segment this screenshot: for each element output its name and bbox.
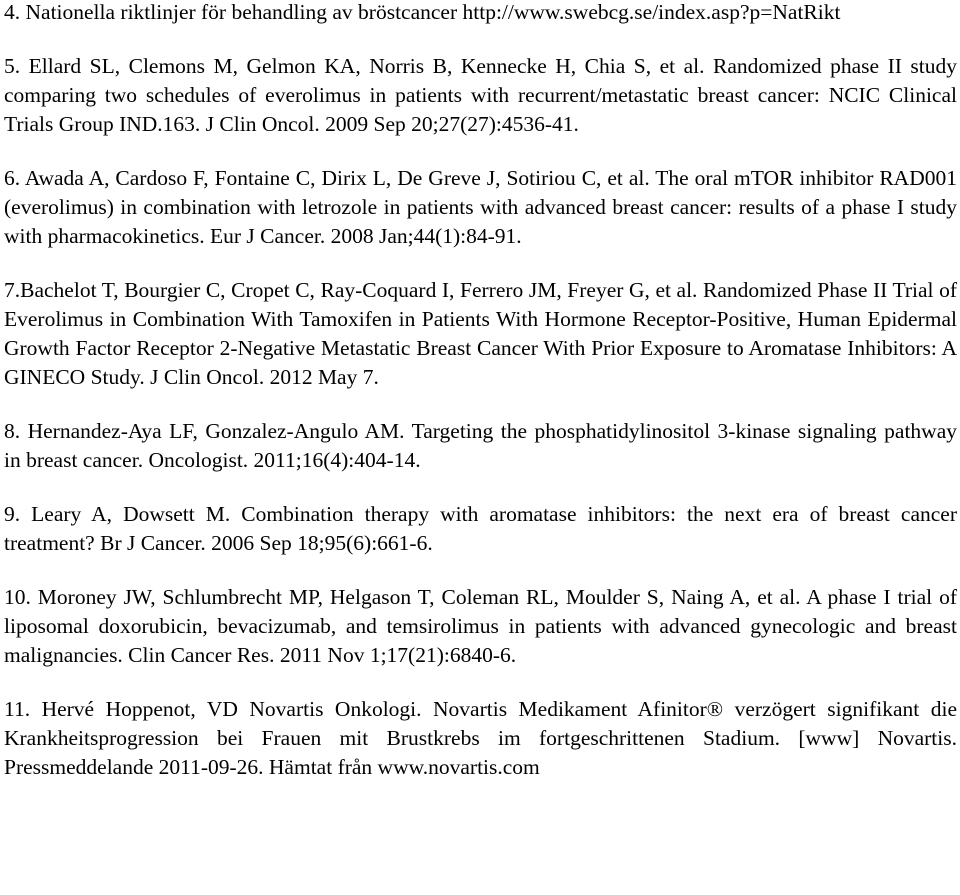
reference-item-6: 6. Awada A, Cardoso F, Fontaine C, Dirix L, De Greve J, Sotiriou C, et al. The oral mTOR inhibitor RAD001 (everolimus) in combination with letrozole in patients with advanced breast cancer: results of a phase I study with pharmacokinetics. Eur J Cancer. 2008 Jan;44(1):84-91. bbox=[4, 166, 957, 248]
reference-item-10: 10. Moroney JW, Schlumbrecht MP, Helgason T, Coleman RL, Moulder S, Naing A, et al. A phase I trial of liposomal doxorubicin, bevacizumab, and temsirolimus in patients with advanced gynecologic and breast malignancies. Clin Cancer Res. 2011 Nov 1;17(21):6840-6. bbox=[4, 585, 957, 667]
reference-item-9: 9. Leary A, Dowsett M. Combination therapy with aromatase inhibitors: the next era of breast cancer treatment? Br J Cancer. 2006 Sep 18;95(6):661-6. bbox=[4, 502, 957, 555]
reference-item-4: 4. Nationella riktlinjer för behandling av bröstcancer http://www.swebcg.se/index.asp?p=NatRikt bbox=[4, 0, 841, 24]
reference-item-5: 5. Ellard SL, Clemons M, Gelmon KA, Norris B, Kennecke H, Chia S, et al. Randomized phase II study comparing two schedules of everolimus in patients with recurrent/metastatic breast cancer: NCIC Clinical Trials Group IND.163. J Clin Oncol. 2009 Sep 20;27(27):4536-41. bbox=[4, 54, 957, 136]
reference-item-7: 7.Bachelot T, Bourgier C, Cropet C, Ray-Coquard I, Ferrero JM, Freyer G, et al. Randomized Phase II Trial of Everolimus in Combination With Tamoxifen in Patients With Hormone Receptor-Positive, Human Epidermal Growth Factor Receptor 2-Negative Metastatic Breast Cancer With Prior Exposure to Aromatase Inhibitors: A GINECO Study. J Clin Oncol. 2012 May 7. bbox=[4, 278, 957, 389]
reference-item-11: 11. Hervé Hoppenot, VD Novartis Onkologi. Novartis Medikament Afinitor® verzögert signifikant die Krankheitsprogression bei Frauen mit Brustkrebs im fortgeschrittenen Stadium. [www] Novartis. Pressmeddelande 2011-09-26. Hämtat från www.novartis.com bbox=[4, 697, 957, 779]
reference-item-8: 8. Hernandez-Aya LF, Gonzalez-Angulo AM. Targeting the phosphatidylinositol 3-kinase signaling pathway in breast cancer. Oncologist. 2011;16(4):404-14. bbox=[4, 419, 957, 472]
